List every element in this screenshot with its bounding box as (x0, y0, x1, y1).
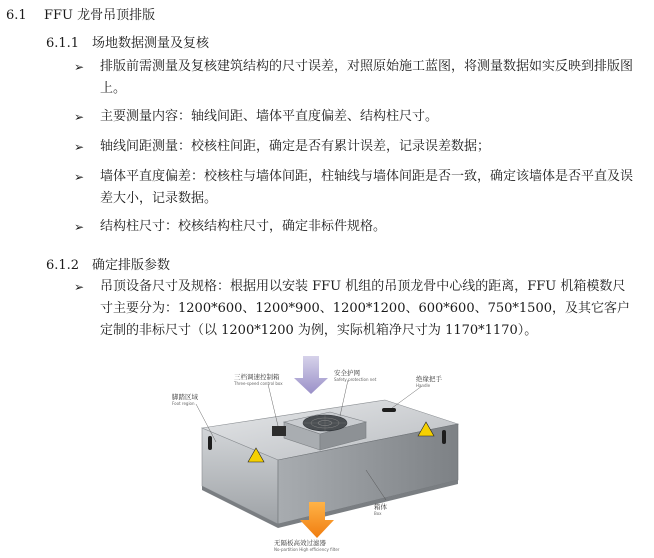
label-speed-control-en: Three-speed control box (234, 381, 283, 386)
list-item-text: 吊顶设备尺寸及规格：根据用以安装 FFU 机组的吊顶龙骨中心线的距离，FFU 机箱模数尺寸主要分为：1200*600、1200*900、1200*1200、600*600、750*1500，及其它客户定制的非标尺寸（以 1200*1200 为例，实际机箱净尺寸为 1170*1170）。 (100, 279, 630, 338)
arrow-bullet-icon: ➢ (74, 140, 85, 154)
list-item-text: 排版前需测量及复核建筑结构的尺寸误差，对照原始施工蓝图，将测量数据如实反映到排版图上。 (100, 59, 634, 96)
list-item (74, 106, 634, 128)
list-item (74, 166, 634, 210)
subsection-heading-2 (46, 254, 170, 273)
list-item-text: 主要测量内容：轴线间距、墙体平直度偏差、结构柱尺寸。 (100, 109, 439, 124)
subsection-number: 6.1.2 (46, 258, 80, 273)
list-item-text: 轴线间距测量：校核柱间距，确定是否有累计误差，记录误差数据； (100, 139, 491, 154)
handle-icon (442, 430, 446, 444)
arrow-bullet-icon: ➢ (74, 220, 85, 234)
label-handle: 绝缘把手 (416, 375, 442, 383)
section-title: FFU 龙骨吊顶排版 (44, 8, 156, 23)
list-item-text: 墙体平直度偏差：校核柱与墙体间距，柱轴线与墙体间距是否一致，确定该墙体是否平直及误差大小，记录数据。 (100, 169, 634, 206)
handle-icon (208, 436, 212, 450)
label-box: 箱体 (374, 503, 387, 511)
control-box (272, 426, 286, 436)
label-box-en: Box (374, 511, 382, 516)
list-item (74, 276, 634, 342)
label-filter: 无隔板高效过滤器 (274, 539, 326, 547)
ffu-unit-figure (160, 350, 500, 554)
section-heading (6, 4, 155, 23)
airflow-in-arrow-icon (294, 356, 328, 394)
list-item-text: 结构柱尺寸：校核结构柱尺寸，确定非标件规格。 (100, 219, 387, 234)
arrow-bullet-icon: ➢ (74, 110, 85, 124)
label-foot-region-en: Foot region (172, 401, 195, 406)
subsection-title: 场地数据测量及复核 (92, 36, 210, 51)
label-handle-en: Handle (416, 383, 431, 388)
section-number: 6.1 (6, 8, 27, 23)
subsection-number: 6.1.1 (46, 36, 80, 51)
subsection-heading-1 (46, 32, 209, 51)
list-item (74, 216, 634, 238)
handle-icon (382, 408, 396, 412)
list-item (74, 136, 634, 158)
label-safety-net: 安全护网 (334, 369, 360, 377)
subsection-title: 确定排版参数 (92, 258, 171, 273)
arrow-bullet-icon: ➢ (74, 280, 85, 294)
arrow-bullet-icon: ➢ (74, 60, 85, 74)
ffu-unit-illustration (160, 350, 500, 554)
label-speed-control: 三档调速控制箱 (234, 373, 280, 381)
arrow-bullet-icon: ➢ (74, 170, 85, 184)
list-item (74, 56, 634, 100)
label-safety-net-en: Safety protection net (334, 377, 377, 382)
label-filter-en: No-partition High efficiency filter (274, 547, 340, 552)
label-foot-region: 脚踏区域 (172, 393, 198, 401)
